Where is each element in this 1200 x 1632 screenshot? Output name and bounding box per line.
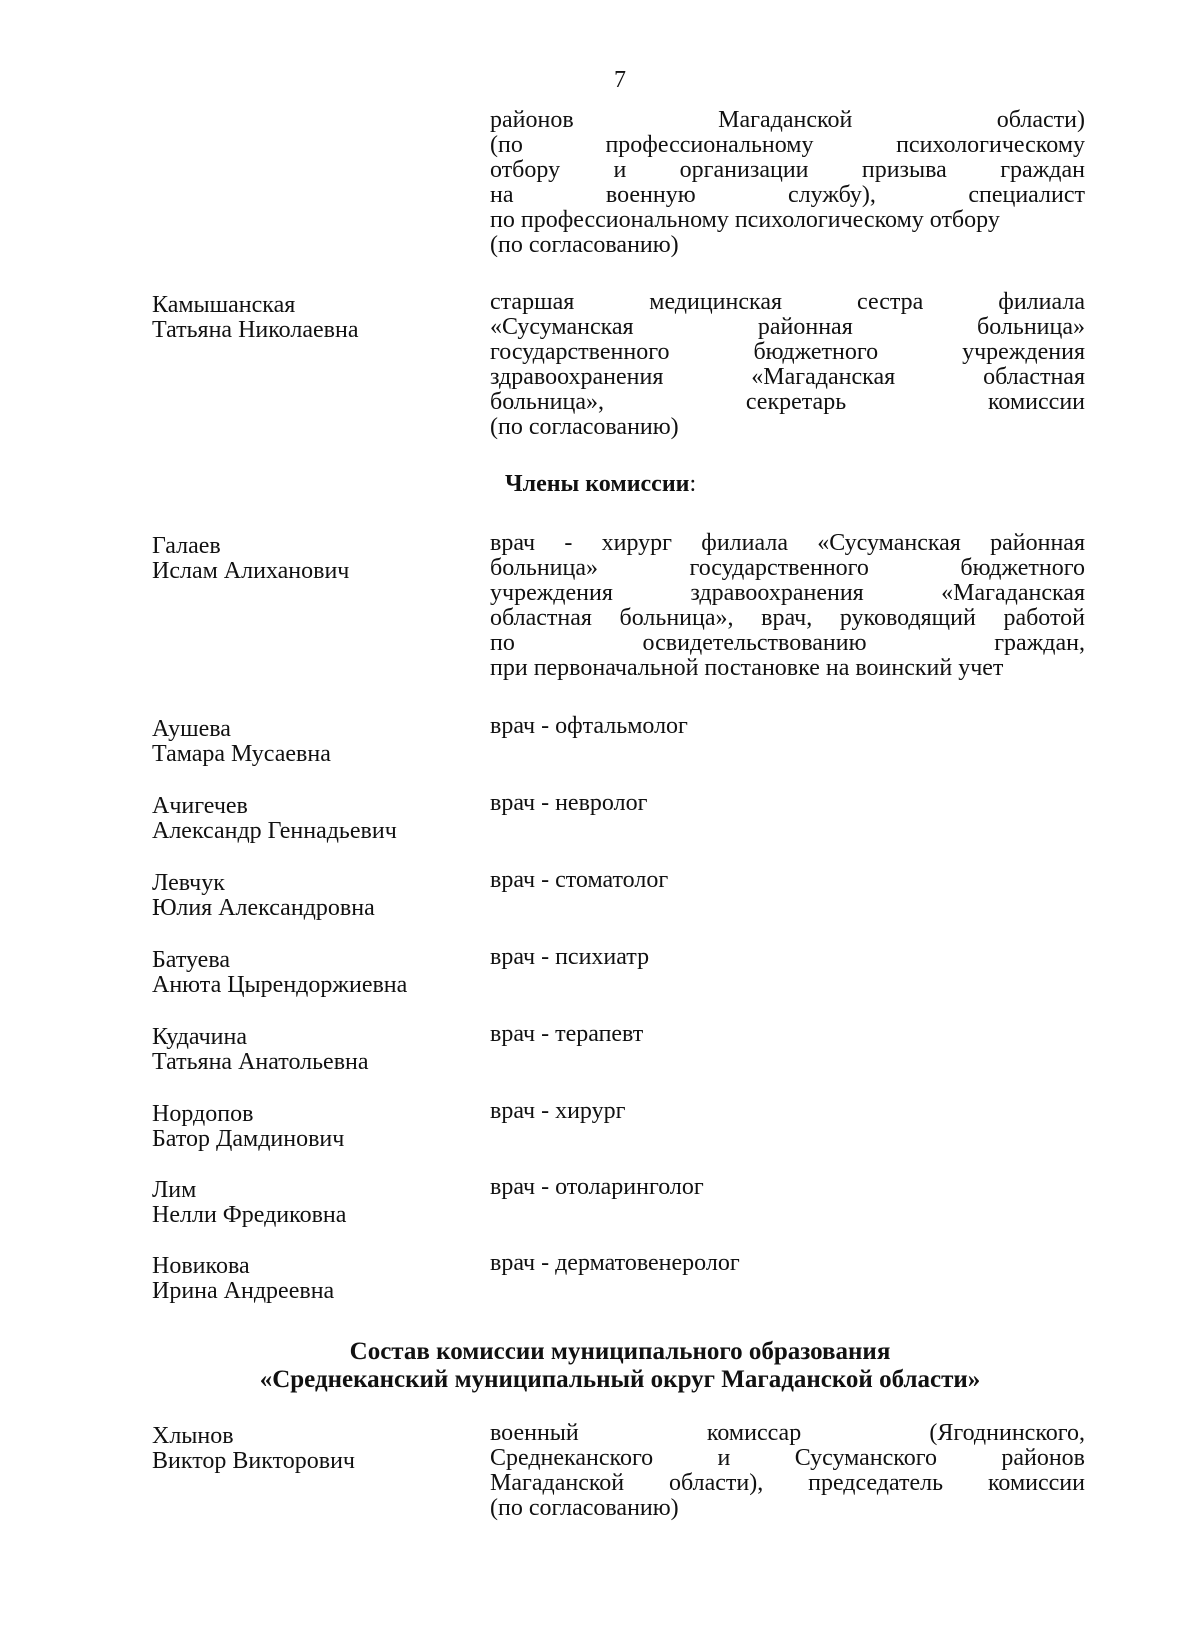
continuation-line: районов Магаданской области) xyxy=(490,107,1085,133)
members-heading-text: Члены комиссии xyxy=(505,471,690,497)
person-name: Ирина Андреевна xyxy=(152,1278,335,1304)
person-surname: Нордопов xyxy=(152,1101,254,1127)
continuation-line: (по профессиональному психологическому xyxy=(490,132,1085,158)
role-line: врач - дерматовенеролог xyxy=(490,1250,740,1276)
role-line: врач - психиатр xyxy=(490,944,650,970)
member-role xyxy=(490,868,1085,893)
continuation-text xyxy=(490,108,1085,258)
role-line: по освидетельствованию граждан, xyxy=(490,630,1085,656)
section-heading xyxy=(0,1338,1200,1394)
person-name: Александр Геннадьевич xyxy=(152,818,397,844)
person-name: Юлия Александровна xyxy=(152,895,375,921)
member-role xyxy=(490,714,1085,739)
continuation-line: (по согласованию) xyxy=(490,232,679,258)
role-line: врач - хирург xyxy=(490,1098,626,1124)
member-role xyxy=(490,1175,1085,1200)
person-surname: Аушева xyxy=(152,716,231,742)
continuation-line: отбору и организации призыва граждан xyxy=(490,157,1085,183)
person-name: Батор Дамдинович xyxy=(152,1126,345,1152)
chair-role xyxy=(490,1421,1085,1521)
member-name xyxy=(152,871,472,921)
role-line: при первоначальной постановке на воинский учет xyxy=(490,655,1004,681)
member-role xyxy=(490,531,1085,681)
person-surname: Галаев xyxy=(152,533,221,559)
person-surname: Левчук xyxy=(152,870,225,896)
members-heading-colon: : xyxy=(689,471,697,497)
role-line: врач - отоларинголог xyxy=(490,1174,704,1200)
role-line: Магаданской области), председатель комиссии xyxy=(490,1470,1085,1496)
role-line: врач - офтальмолог xyxy=(490,713,688,739)
role-line: врач - невролог xyxy=(490,790,648,816)
member-name xyxy=(152,948,472,998)
person-surname: Камышанская xyxy=(152,292,296,318)
member-role xyxy=(490,791,1085,816)
person-name: Виктор Викторович xyxy=(152,1448,355,1474)
role-line: больница» государственного бюджетного xyxy=(490,555,1085,581)
person-surname: Батуева xyxy=(152,947,230,973)
person-name: Татьяна Анатольевна xyxy=(152,1049,369,1075)
role-line: областная больница», врач, руководящий работой xyxy=(490,605,1085,631)
secretary-name xyxy=(152,293,472,343)
member-role xyxy=(490,945,1085,970)
section-heading-line: «Среднеканский муниципальный округ Магаданской области» xyxy=(259,1366,981,1393)
person-surname: Лим xyxy=(152,1177,197,1203)
secretary-role xyxy=(490,290,1085,440)
role-line: здравоохранения «Магаданская областная xyxy=(490,364,1085,390)
member-name xyxy=(152,1178,472,1228)
role-line: врач - стоматолог xyxy=(490,867,669,893)
role-line: (по согласованию) xyxy=(490,414,679,440)
role-line: врач - терапевт xyxy=(490,1021,644,1047)
role-line: военный комиссар (Ягоднинского, xyxy=(490,1420,1085,1446)
person-surname: Новикова xyxy=(152,1253,250,1279)
person-name: Тамара Мусаевна xyxy=(152,741,331,767)
continuation-line: на военную службу), специалист xyxy=(490,182,1085,208)
role-line: врач - хирург филиала «Сусуманская районная xyxy=(490,530,1085,556)
member-role xyxy=(490,1099,1085,1124)
members-heading xyxy=(505,472,696,497)
member-name xyxy=(152,1254,472,1304)
person-name: Анюта Цырендоржиевна xyxy=(152,972,408,998)
continuation-line: по профессиональному психологическому отбору xyxy=(490,207,1000,233)
role-line: больница», секретарь комиссии xyxy=(490,389,1085,415)
person-name: Ислам Алиханович xyxy=(152,558,350,584)
role-line: государственного бюджетного учреждения xyxy=(490,339,1085,365)
person-surname: Кудачина xyxy=(152,1024,248,1050)
member-name xyxy=(152,794,472,844)
member-name xyxy=(152,717,472,767)
member-role xyxy=(490,1251,1085,1276)
page-number: 7 xyxy=(614,67,626,93)
member-name xyxy=(152,1102,472,1152)
member-name xyxy=(152,534,472,584)
person-name: Татьяна Николаевна xyxy=(152,317,359,343)
person-surname: Ачигечев xyxy=(152,793,248,819)
member-role xyxy=(490,1022,1085,1047)
member-name xyxy=(152,1025,472,1075)
section-heading-line: Состав комиссии муниципального образования xyxy=(349,1338,891,1365)
role-line: «Сусуманская районная больница» xyxy=(490,314,1085,340)
role-line: (по согласованию) xyxy=(490,1495,679,1521)
role-line: старшая медицинская сестра филиала xyxy=(490,289,1085,315)
person-name: Нелли Фредиковна xyxy=(152,1202,347,1228)
person-surname: Хлынов xyxy=(152,1423,234,1449)
chair-name xyxy=(152,1424,472,1474)
role-line: Среднеканского и Сусуманского районов xyxy=(490,1445,1085,1471)
role-line: учреждения здравоохранения «Магаданская xyxy=(490,580,1085,606)
